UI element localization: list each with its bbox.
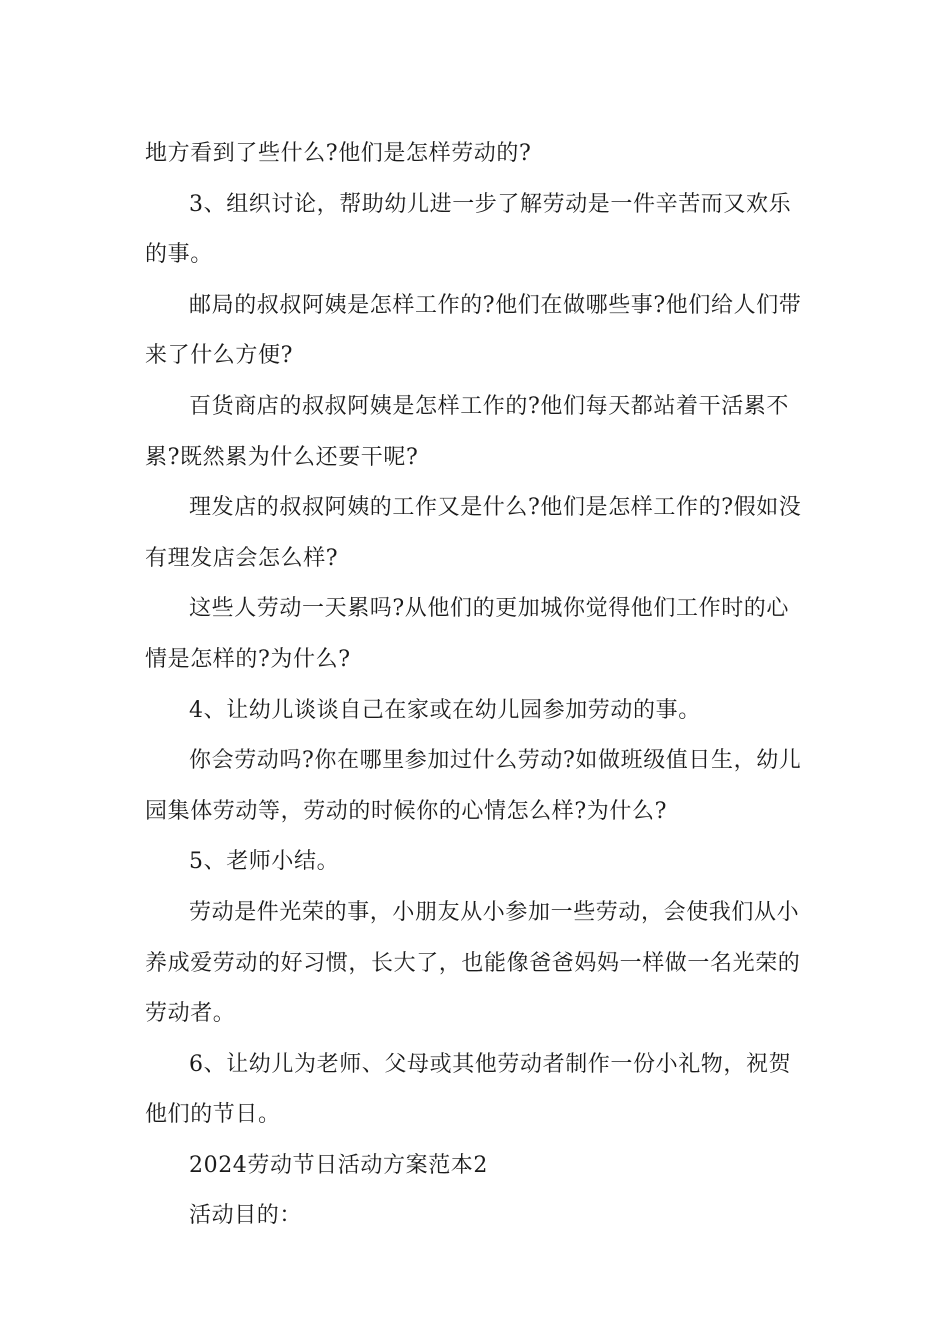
- paragraph-summary: 劳动是件光荣的事，小朋友从小参加一些劳动，会使我们从小养成爱劳动的好习惯，长大了，也能像爸爸妈妈一样做一名光荣的劳动者。: [145, 899, 801, 1027]
- paragraph-post-office: 邮局的叔叔阿姨是怎样工作的?他们在做哪些事?他们给人们带来了什么方便?: [145, 292, 802, 369]
- paragraph-continuation: 地方看到了些什么?他们是怎样劳动的?: [145, 141, 532, 166]
- paragraph-step-5: 5、老师小结。: [189, 849, 340, 875]
- paragraph-department-store: 百货商店的叔叔阿姨是怎样工作的?他们每天都站着干活累不累?既然累为什么还要干呢?: [145, 393, 789, 470]
- paragraph-can-you-work: 你会劳动吗?你在哪里参加过什么劳动?如做班级值日生，幼儿园集体劳动等，劳动的时候你的心情怎么样?为什么?: [145, 748, 802, 824]
- paragraph-step-6: 6、让幼儿为老师、父母或其他劳动者制作一份小礼物，祝贺他们的节日。: [145, 1051, 792, 1128]
- paragraph-step-3: 3、组织讨论，帮助幼儿进一步了解劳动是一件辛苦而又欢乐的事。: [145, 191, 792, 268]
- activity-purpose-label: 活动目的：: [189, 1203, 303, 1229]
- section-heading: 2024劳动节日活动方案范本2: [189, 1152, 488, 1178]
- paragraph-tired-question: 这些人劳动一天累吗?从他们的更加城你觉得他们工作时的心情是怎样的?为什么?: [145, 596, 789, 672]
- paragraph-barber-shop: 理发店的叔叔阿姨的工作又是什么?他们是怎样工作的?假如没有理发店会怎么样?: [145, 495, 802, 571]
- paragraph-step-4: 4、让幼儿谈谈自己在家或在幼儿园参加劳动的事。: [189, 697, 701, 723]
- document-body: [145, 129, 810, 1242]
